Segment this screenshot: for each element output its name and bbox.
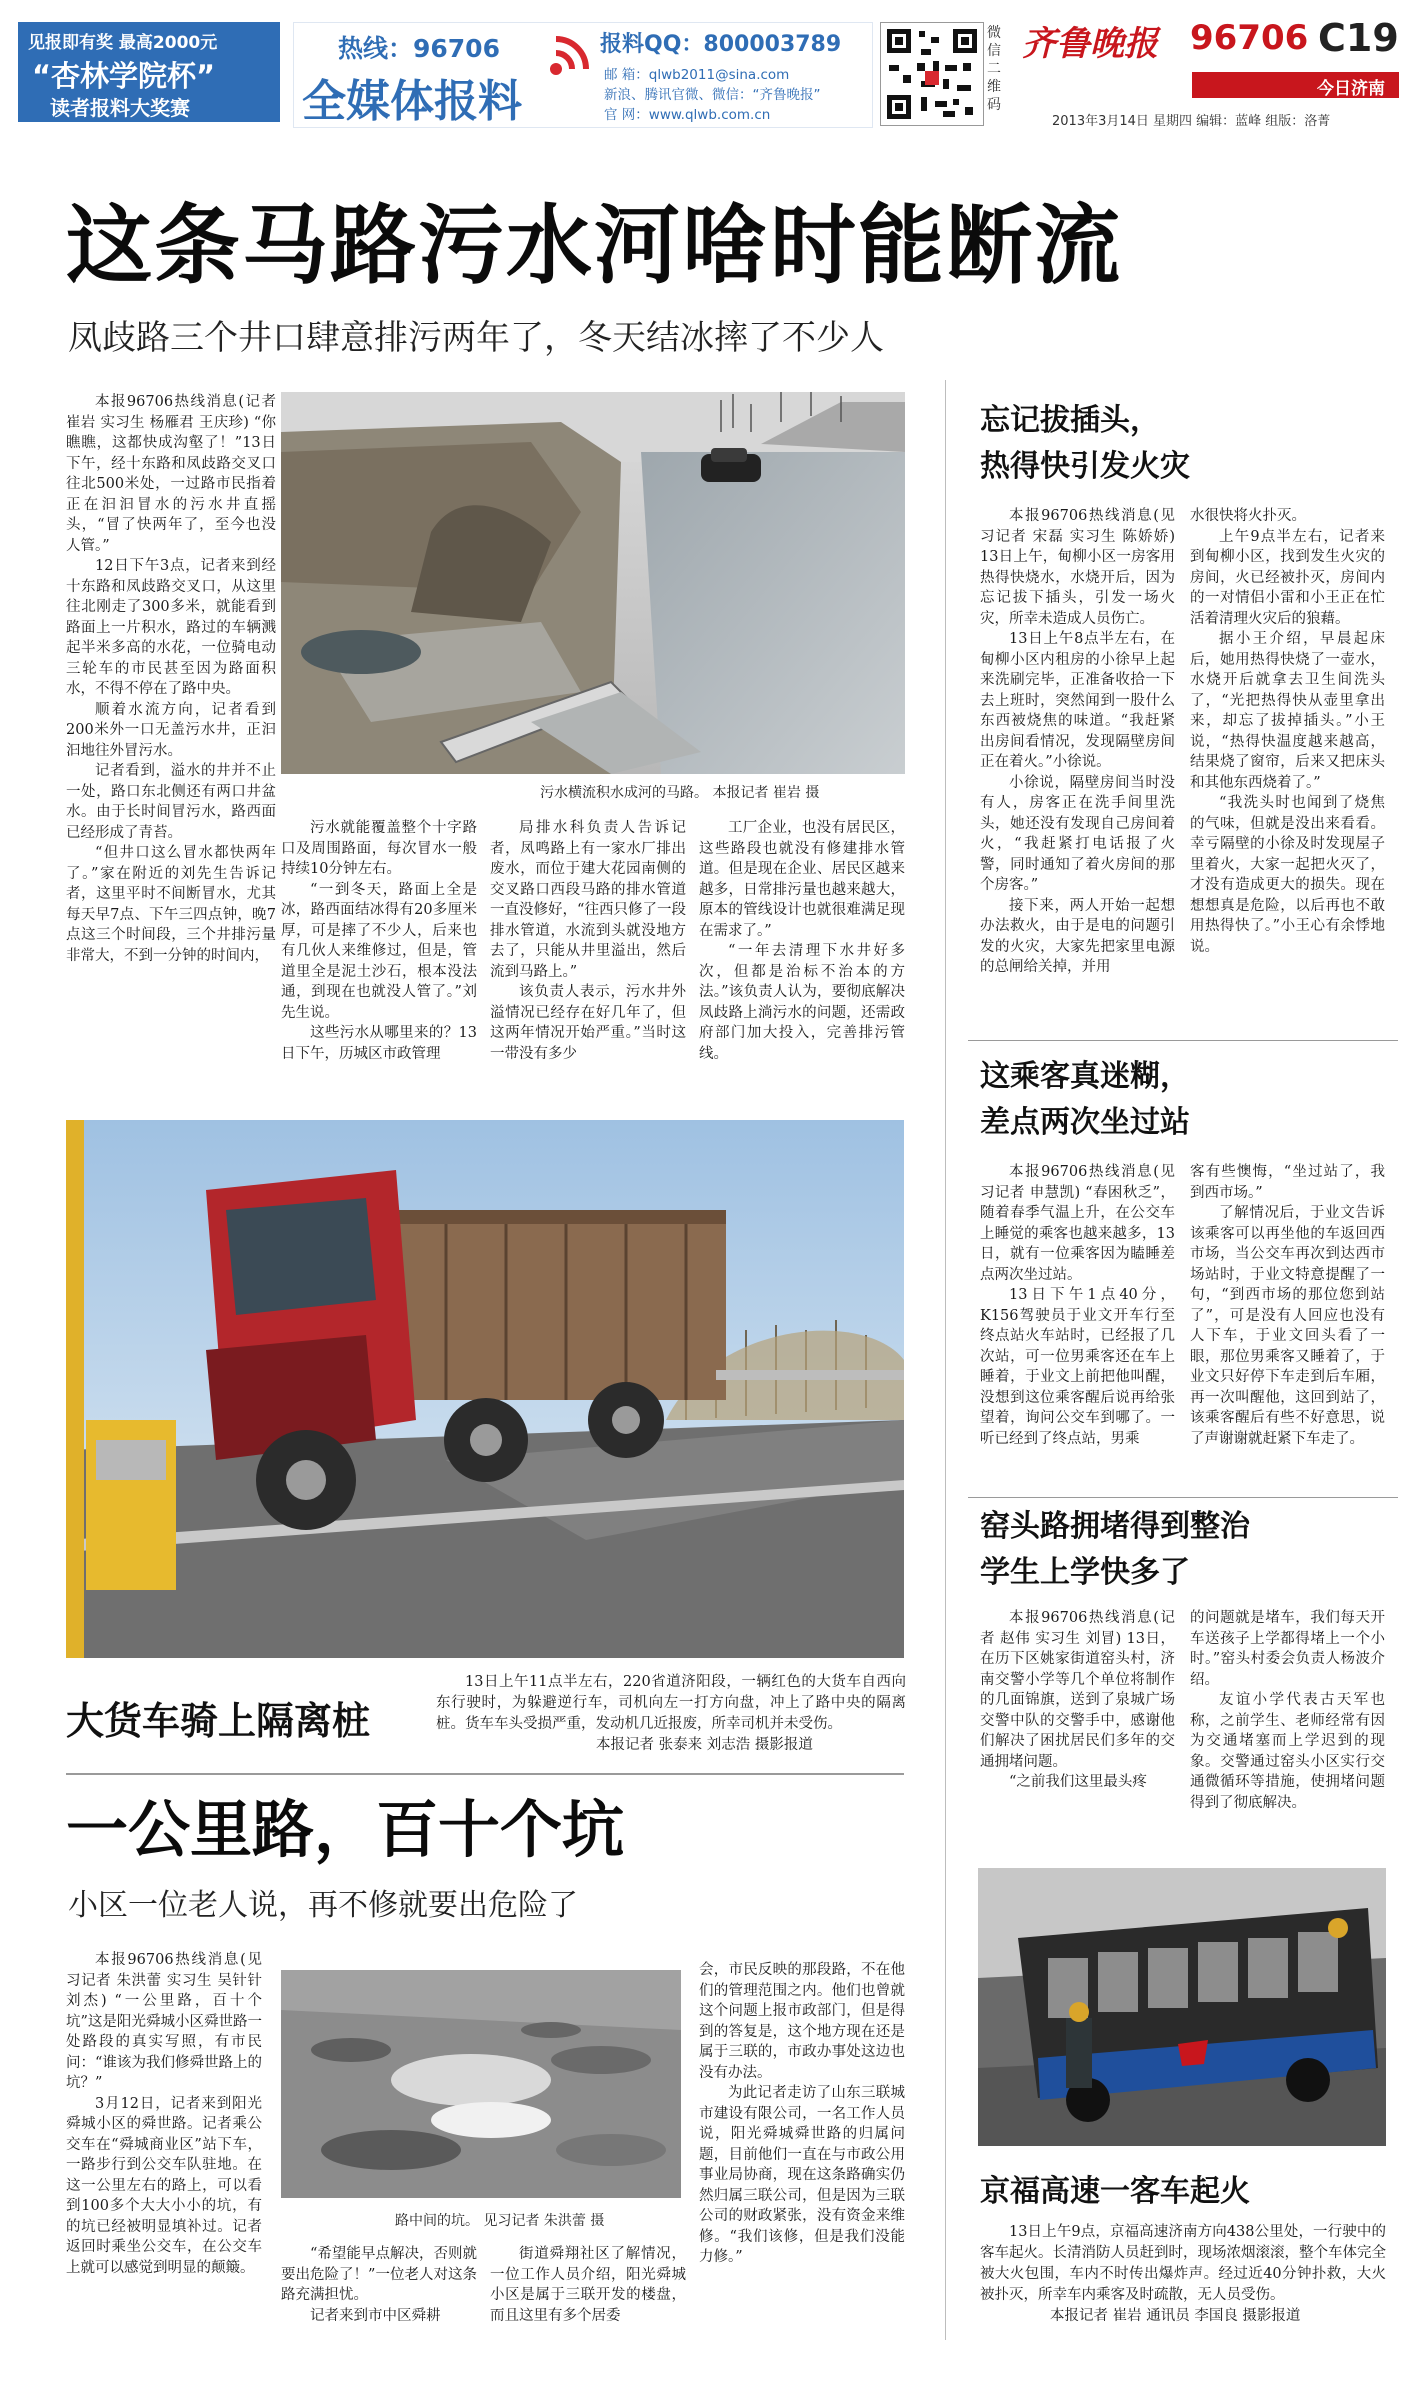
section-label: 今日济南 — [1317, 79, 1385, 99]
traffic-column-b — [1190, 1608, 1385, 1858]
date-line: 2013年3月14日 星期四 编辑：蓝峰 组版：洛菁 — [1052, 114, 1331, 129]
bus-fire-photo — [978, 1868, 1386, 2146]
truck-title: 大货车骑上隔离桩 — [66, 1699, 371, 1743]
lead-paragraph: 顺着水流方向，记者看到200米外一口无盖污水井，正汩汩地往外冒污水。 — [66, 701, 276, 759]
pothole-paragraph: “希望能早点解决，否则就要出危险了！”一位老人对这条路充满担忧。 — [281, 2246, 477, 2303]
fire-paragraph: 上午9点半左右，记者来到甸柳小区，找到发生火灾的房间，火已经被扑灭，房间内的一对情侣小雷和小王正在忙活着清理火灾后的狼藉。 — [1190, 528, 1385, 627]
bus-fire-caption-box — [980, 2222, 1386, 2327]
truck-caption — [436, 1672, 906, 1756]
media-report-label: 全媒体报料 — [302, 76, 522, 127]
promo-box — [18, 22, 280, 122]
lead-paragraph: 污水就能覆盖整个十字路口及周围路面，每次冒水一般持续10分钟左右。 — [281, 820, 477, 877]
lead-title: 这条马路污水河啥时能断流 — [66, 196, 1122, 296]
lead-paragraph: 这些污水从哪里来的？13日下午，历城区市政管理 — [281, 1025, 477, 1062]
wechat-label: 微信二维码 — [987, 25, 1001, 113]
promo-line-2: “杏林学院杯” — [32, 59, 216, 93]
bus-fire-caption: 13日上午9点，京福高速济南方向438公里处，一行驶中的客车起火。长清消防人员赶到时，现场浓烟滚滚，整个车体完全被大火包围，车内不时传出爆炸声。经过近40分钟扑救，大火被扑灭，所幸车内乘客及时疏散，无人员受伤。 — [980, 2224, 1386, 2303]
signal-icon — [546, 27, 598, 79]
passenger-column-b — [1190, 1162, 1385, 1494]
bus-fire-title: 京福高速一客车起火 — [980, 2174, 1250, 2209]
lead-paragraph: 12日下午3点，记者来到经十东路和凤歧路交叉口，从这里往北刚走了300多米，就能看到路面上一片积水，路过的车辆溅起半米多高的水花，一位骑电动三轮车的市民甚至因为路面积水，不得不停在了路中央。 — [66, 558, 276, 697]
lead-paragraph: 局排水科负责人告诉记者，凤鸣路上有一家水厂排出废水，而位于建大花园南侧的交叉路口西段马路的排水管道一直没修好，“往西只修了一段排水管道，水流到头就没地方去了，只能从井里溢出，然后流到马路上。” — [490, 820, 686, 980]
lead-column-4 — [699, 818, 905, 1098]
lead-paragraph: “一年去清理下水井好多次，但都是治标不治本的方法。”该负责人认为，要彻底解决凤歧路上淌污水的问题，还需政府部门加大投入，完善排污管线。 — [699, 943, 905, 1062]
pothole-photo-caption: 路中间的坑。 见习记者 朱洪蕾 摄 — [395, 2213, 605, 2229]
pothole-title: 一公里路，百十个坑 — [66, 1793, 625, 1866]
truck-image — [66, 1120, 904, 1658]
traffic-story-title-2: 学生上学快多了 — [980, 1555, 1190, 1590]
promo-line-3: 读者报料大奖赛 — [50, 96, 190, 120]
email-line: 邮 箱：qlwb2011@sina.com — [604, 67, 790, 83]
qr-code-icon — [881, 23, 983, 125]
masthead — [0, 0, 1417, 135]
bus-fire-image — [978, 1868, 1386, 2146]
fire-paragraph: 接下来，两人开始一起想办法救火，由于是电的问题引发的火灾，大家先把家里电源的总闸给关掉，并用 — [980, 897, 1175, 975]
pothole-paragraph: 本报96706热线消息(见习记者 朱洪蕾 实习生 吴针针 刘杰) “一公里路，百十个坑”这是阳光舜城小区舜世路一处路段的真实写照，有市民问：“谁该为我们修舜世路上的坑？” — [66, 1952, 262, 2091]
sewage-road-image — [281, 392, 905, 774]
pothole-photo — [281, 1970, 681, 2198]
promo-line-1: 见报即有奖 最高2000元 — [28, 33, 218, 53]
weibo-line: 新浪、腾讯官微、微信：“齐鲁晚报” — [604, 87, 821, 103]
fire-paragraph: 本报96706热线消息(见习记者 宋磊 实习生 陈娇娇) 13日上午，甸柳小区一房客用热得快烧水，水烧开后，因为忘记拔下插头，引发一场火灾，所幸未造成人员伤亡。 — [980, 508, 1175, 627]
fire-paragraph: 水很快将火扑灭。 — [1190, 508, 1306, 524]
truck-photo — [66, 1120, 904, 1658]
pothole-paragraph: 街道舜翔社区了解情况，一位工作人员介绍，阳光舜城小区是属于三联开发的楼盘，而且这里有多个居委 — [490, 2246, 686, 2324]
fire-paragraph: 小徐说，隔壁房间当时没有人，房客正在洗手间里洗头，她还没有发现自己房间着火，“我赶紧打电话报了火警，同时通知了着火房间的那个房客。” — [980, 774, 1175, 893]
hotline-box — [293, 22, 873, 128]
passenger-paragraph: 客有些懊悔，“坐过站了，我到西市场。” — [1190, 1164, 1385, 1201]
lead-column-3 — [490, 818, 686, 1098]
pothole-paragraph: 记者来到市中区舜耕 — [310, 2307, 441, 2324]
passenger-column-a — [980, 1162, 1175, 1494]
fire-paragraph: 据小王介绍，早晨起床后，她用热得快烧了一壶水，水烧开后就拿去卫生间洗头了，“光把热得快从壶里拿出来，却忘了拔掉插头。”小王说，“热得快温度越来越高，结果烧了窗帘，后来又把床头和其他东西烧着了。” — [1190, 631, 1385, 791]
passenger-paragraph: 本报96706热线消息(见习记者 申慧凯) “春困秋乏”，随着春季气温上升，在公交车上睡觉的乘客也越来越多，13日，就有一位乘客因为瞌睡差点两次坐过站。 — [980, 1164, 1175, 1283]
qr-code — [880, 22, 984, 126]
page-number: C19 — [1318, 16, 1399, 60]
pothole-column-4 — [699, 1960, 905, 2365]
truck-credit: 本报记者 张泰来 刘志浩 摄影报道 — [596, 1737, 813, 1753]
fire-paragraph: 13日上午8点半左右，在甸柳小区内租房的小徐早上起来洗刷完毕，正准备收拾一下去上班时，突然闻到一股什么东西被烧焦的味道。“我赶紧出房间看情况，发现隔壁房间正在着火。”小徐说。 — [980, 631, 1175, 770]
lead-photo-caption: 污水横流积水成河的马路。 本报记者 崔岩 摄 — [540, 785, 820, 801]
section-banner — [1192, 72, 1399, 98]
hotline-label: 热线：96706 — [338, 34, 500, 63]
lead-column-2 — [281, 818, 477, 1098]
traffic-column-a — [980, 1608, 1175, 1858]
lead-paragraph: 该负责人表示，污水井外溢情况已经存在好几年了，但这两年情况开始严重。”当时这一带没有多少 — [490, 984, 686, 1062]
passenger-story-title-2: 差点两次坐过站 — [980, 1105, 1190, 1140]
sewage-road-photo — [281, 392, 905, 774]
column-rule — [945, 380, 946, 2340]
lead-paragraph: 记者看到，溢水的井并不止一处，路口东北侧还有两口井盆水。由于长时间冒污水，路西面已经形成了青苔。 — [66, 763, 276, 841]
traffic-paragraph: 友谊小学代表古天军也称，之前学生、老师经常有因为交通堵塞而上学迟到的现象。交警通过窑头小区实行交通微循环等措施，使拥堵问题得到了彻底解决。 — [1190, 1692, 1385, 1811]
masthead-hotline: 96706 — [1190, 18, 1309, 58]
qq-label: 报料QQ：800003789 — [600, 32, 842, 57]
bus-fire-credit: 本报记者 崔岩 通讯员 李国良 摄影报道 — [1050, 2308, 1301, 2324]
pothole-image — [281, 1970, 681, 2198]
lead-subtitle: 凤歧路三个井口肆意排污两年了，冬天结冰摔了不少人 — [68, 318, 884, 358]
paper-name: 齐鲁晚报 — [1022, 24, 1158, 64]
passenger-paragraph: 了解情况后，于业文告诉该乘客可以再坐他的车返回西市场，当公交车再次到达西市场站时，于业文特意提醒了一句，“到西市场的那位您到站了”，可是没有人回应也没有人下车，于业文回头看了一眼，那位男乘客又睡着了，于业文只好停下车走到后车厢，再一次叫醒他，这回到站了，该乘客醒后有些不好意思，说了声谢谢就赶紧下车走了。 — [1190, 1205, 1385, 1447]
lead-column-1 — [66, 392, 276, 1097]
traffic-paragraph: “之前我们这里最头疼 — [1009, 1774, 1147, 1790]
pothole-subtitle: 小区一位老人说，再不修就要出危险了 — [68, 1888, 578, 1923]
lead-paragraph: 本报96706热线消息(记者 崔岩 实习生 杨雁君 王庆珍) “你瞧瞧，这都快成沟壑了！”13日下午，经十东路和凤歧路交叉口往北500米处，一过路市民指着正在汩汩冒水的污水井直摇头，“冒了快两年了，至今也没人管。” — [66, 394, 276, 554]
passenger-paragraph: 13日下午1点40分，K156驾驶员于业文开车行至终点站火车站时，已经报了几次站，可一位男乘客还在车上睡着，于业文上前把他叫醒，没想到这位乘客醒后说再给张望着，询问公交车到哪了。一听已经到了终点站，男乘 — [980, 1287, 1175, 1447]
side-divider — [968, 1040, 1398, 1041]
side-divider — [968, 1497, 1398, 1498]
lead-paragraph: “一到冬天，路面上全是冰，路西面结冰得有20多厘米厚，可是摔了不少人，后来也有几伙人来维修过，但是，管道里全是泥土沙石，根本没法通，到现在也就没人管了。”刘先生说。 — [281, 881, 477, 1021]
traffic-paragraph: 本报96706热线消息(记者 赵伟 实习生 刘冒) 13日，在历下区姚家街道窑头村，济南交警小学等几个单位将制作的几面锦旗，送到了泉城广场交警中队的交警手中，感谢他们解决了困扰居民们多年的交通拥堵问题。 — [980, 1610, 1175, 1770]
fire-column-b — [1190, 506, 1385, 1036]
pothole-column-3 — [490, 2244, 686, 2364]
truck-caption-text: 13日上午11点半左右，220省道济阳段，一辆红色的大货车自西向东行驶时，为躲避逆行车，司机向左一打方向盘，冲上了路中央的隔离桩。货车车头受损严重，发动机几近报废，所幸司机并未受伤。 — [436, 1674, 906, 1732]
passenger-story-title-1: 这乘客真迷糊， — [980, 1059, 1190, 1094]
pothole-paragraph: 3月12日，记者来到阳光舜城小区的舜世路。记者乘公交车在“舜城商业区”站下车，一路步行到公交车队驻地。在这一公里左右的路上，可以看到100多个大大小小的坑，有的坑已经被明显填补过。记者返回时乘坐公交车，在公交车上就可以感觉到明显的颠簸。 — [66, 2095, 262, 2276]
lead-paragraph: “但井口这么冒水都快两年了。”家在附近的刘先生告诉记者，这里平时不间断冒水，尤其每天早7点、下午三四点钟，晚7点这三个时间段，三个井排污量非常大，不到一分钟的时间内， — [66, 845, 276, 964]
traffic-paragraph: 的问题就是堵车，我们每天开车送孩子上学都得堵上一个小时。”窑头村委会负责人杨波介绍。 — [1190, 1610, 1385, 1688]
section-divider — [66, 1773, 904, 1775]
pothole-column-2 — [281, 2244, 477, 2364]
pothole-column-1 — [66, 1950, 262, 2360]
fire-story-title-1: 忘记拔插头， — [980, 403, 1160, 438]
fire-paragraph: “我洗头时也闻到了烧焦的气味，但就是没出来看看。幸亏隔壁的小徐及时发现屋子里着火，大家一起把火灭了，才没有造成更大的损失。现在想想真是危险，以后再也不敢用热得快了。”小王心有余悸地说。 — [1190, 795, 1385, 955]
pothole-paragraph: 会，市民反映的那段路，不在他们的管理范围之内。他们也曾就这个问题上报市政部门，但是得到的答复是，这个地方现在还是属于三联的，市政办事处这边也没有办法。 — [699, 1962, 905, 2081]
traffic-story-title-1: 窑头路拥堵得到整治 — [980, 1509, 1250, 1544]
fire-story-title-2: 热得快引发火灾 — [980, 449, 1190, 484]
pothole-paragraph: 为此记者走访了山东三联城市建设有限公司，一名工作人员说，阳光舜城舜世路的归属问题，目前他们一直在与市政公用事业局协商，现在这条路确实仍然归属三联公司，但是因为三联公司的财政紧张，没有资金来维修。“我们该修，但是我们没能力修。” — [699, 2085, 905, 2265]
lead-paragraph: 工厂企业，也没有居民区，这些路段也就没有修建排水管道。但是现在企业、居民区越来越多，日常排污量也越来越大，原本的管线设计也就很难满足现在需求了。” — [699, 820, 905, 939]
website-line: 官 网：www.qlwb.com.cn — [604, 107, 771, 123]
fire-column-a — [980, 506, 1175, 1036]
